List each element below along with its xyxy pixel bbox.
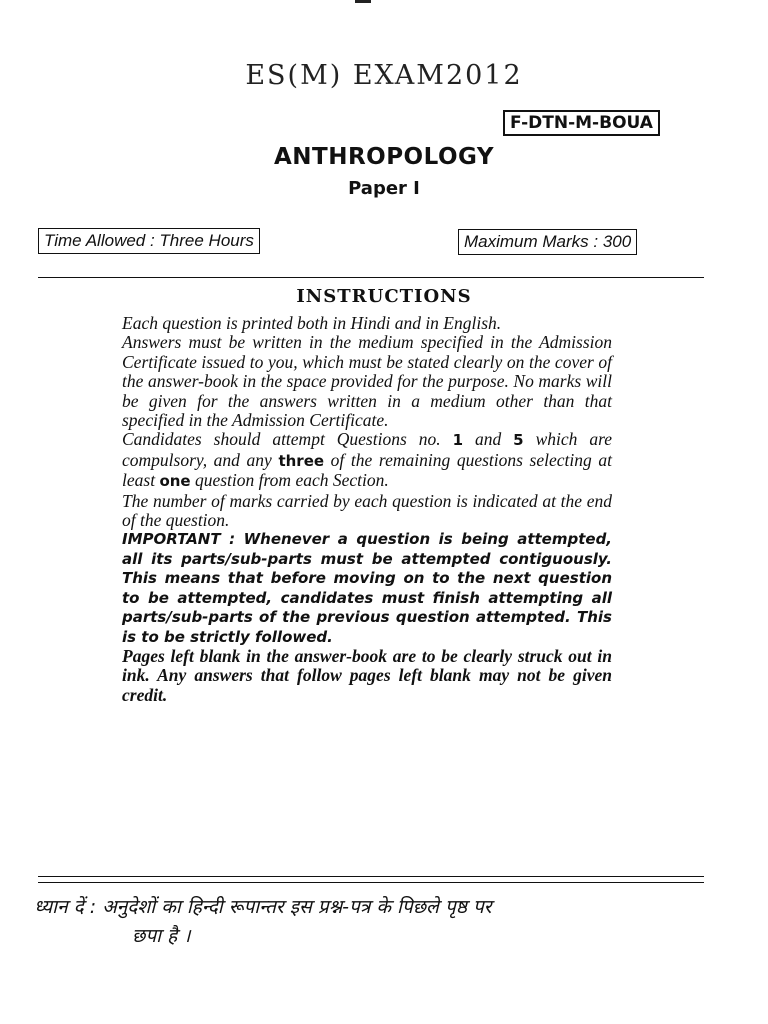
hindi-note-line: छपा है । [132,925,191,947]
time-allowed-box: Time Allowed : Three Hours [38,228,260,254]
exam-heading: ES(M) EXAM2012 [245,60,523,91]
important-instruction: IMPORTANT : Whenever a question is being attempted, all its parts/sub-parts must be attempted contiguously. This means that before moving on to the next question to be attempted, candidates must finish attempting all parts/sub-parts of the previous question attempted. This is to be strictly followed. [122,530,612,646]
instruction-text: Answers must be written in the medium specified in the Admission Certificate issued to you, which must be stated clearly on the cover of the answer-book in the space provided for the purpose. No marks will be given for the answers written in a medium other than that specified in the Admission Certificate. [122,332,612,431]
paper-number: Paper I [348,178,420,199]
instruction-item [122,430,612,491]
compulsory-q5: 5 [513,431,524,450]
instruction-item [122,530,612,646]
instruction-text: The number of marks carried by each question is indicated at the end of the question. [122,490,612,531]
per-section-count: one [159,472,191,491]
blank-pages-instruction: Pages left blank in the answer-book are to be clearly struck out in ink. Any answers that follow pages left blank may not be given credit. [122,645,612,705]
attempt-count: three [278,451,325,470]
instruction-item [122,314,612,333]
maximum-marks-box: Maximum Marks : 300 [458,229,637,255]
header-rule [38,277,704,278]
compulsory-q1: 1 [452,431,463,450]
top-edge-mark [355,0,371,3]
instruction-text: Candidates should attempt Questions no. 1 and 5 which are compulsory, and any three of the remaining questions selecting at least one question from each Section. [122,429,613,491]
footer-rule-top [38,876,704,877]
instruction-item [122,333,612,430]
instructions-list [122,314,612,705]
hindi-note-line: ध्यान दें : अनुदेशों का हिन्दी रूपान्तर इस प्रश्न-पत्र के पिछले पृष्ठ पर [34,896,492,918]
paper-code-box: F-DTN-M-BOUA [503,110,660,136]
instruction-text: Each question is printed both in Hindi and in English. [122,313,502,333]
instruction-item [122,492,612,531]
hindi-note [34,893,714,951]
subject-title: ANTHROPOLOGY [273,144,495,170]
instructions-title: INSTRUCTIONS [296,286,472,307]
instruction-item [122,647,612,705]
footer-rule-bottom [38,882,704,883]
